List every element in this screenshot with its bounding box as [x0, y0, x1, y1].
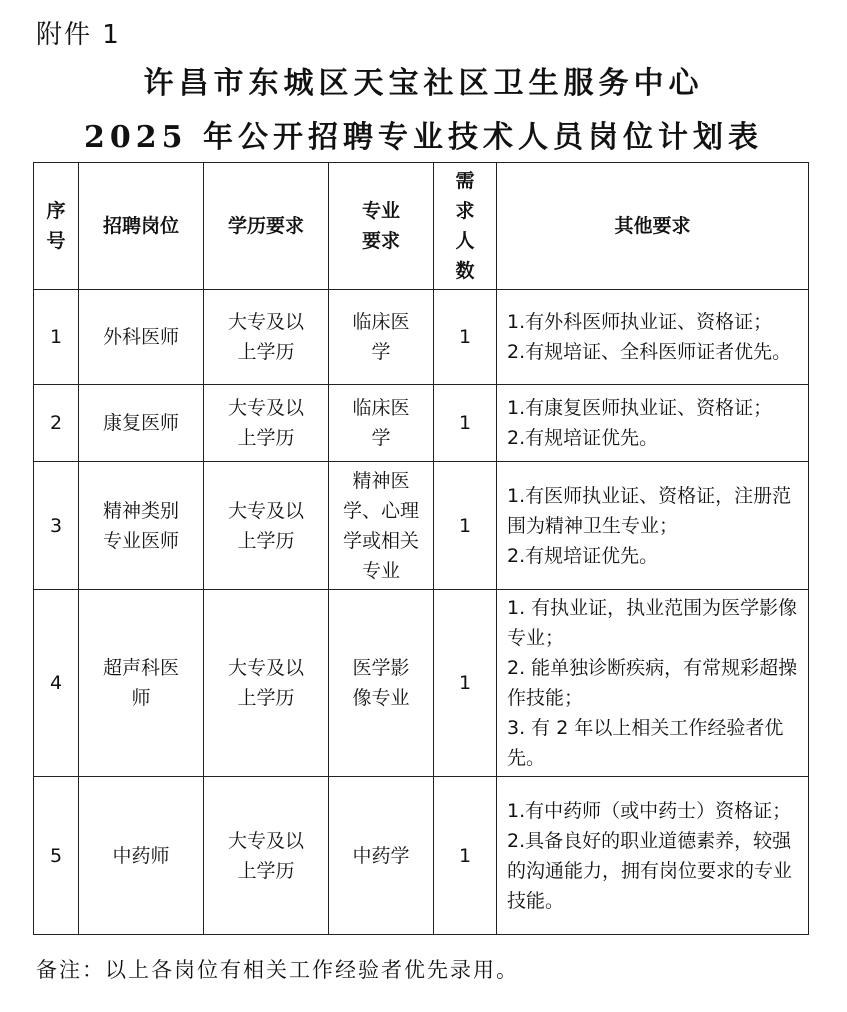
cell-requirements — [497, 590, 809, 777]
requirement-item: 2. 能单独诊断疾病，有常规彩超操作技能； — [507, 657, 798, 709]
cell-seq: 3 — [34, 462, 79, 590]
table-header-row — [34, 163, 809, 290]
cell-requirements — [497, 290, 809, 385]
requirement-item: 1.有外科医师执业证、资格证； — [507, 311, 773, 333]
document-title-line2: 2025 年公开招聘专业技术人员岗位计划表 — [84, 120, 763, 155]
cell-count: 1 — [434, 462, 497, 590]
cell-position: 精神类别专业医师 — [79, 462, 204, 590]
header-other: 其他要求 — [497, 163, 809, 290]
cell-major: 医学影像专业 — [329, 590, 434, 777]
header-count: 需求人数 — [434, 163, 497, 290]
cell-seq: 4 — [34, 590, 79, 777]
requirement-item: 1.有中药师（或中药士）资格证； — [507, 799, 792, 822]
cell-education: 大专及以上学历 — [204, 462, 329, 590]
cell-count: 1 — [434, 777, 497, 935]
requirement-item: 1.有医师执业证、资格证，注册范围为精神卫生专业； — [507, 484, 792, 537]
cell-position: 康复医师 — [79, 385, 204, 462]
cell-seq: 5 — [34, 777, 79, 935]
cell-count: 1 — [434, 385, 497, 462]
header-position: 招聘岗位 — [79, 163, 204, 290]
requirement-item: 2.有规培证优先。 — [507, 544, 659, 567]
cell-position: 超声科医师 — [79, 590, 204, 777]
cell-count: 1 — [434, 290, 497, 385]
cell-major: 临床医学 — [329, 385, 434, 462]
header-education: 学历要求 — [204, 163, 329, 290]
cell-seq: 1 — [34, 290, 79, 385]
header-seq: 序号 — [34, 163, 79, 290]
table-row — [34, 290, 809, 385]
table-row — [34, 462, 809, 590]
table-row — [34, 777, 809, 935]
cell-count: 1 — [434, 590, 497, 777]
requirement-item: 3. 有 2 年以上相关工作经验者优先。 — [507, 717, 784, 769]
requirement-item: 2.有规培证优先。 — [507, 427, 659, 449]
requirement-item: 2.有规培证、全科医师证者优先。 — [507, 341, 792, 363]
requirement-item: 1. 有执业证，执业范围为医学影像专业； — [507, 597, 798, 649]
cell-position: 外科医师 — [79, 290, 204, 385]
document-title-line1: 许昌市东城区天宝社区卫生服务中心 — [143, 66, 704, 101]
table-row — [34, 385, 809, 462]
recruitment-plan-table — [33, 162, 809, 935]
cell-position: 中药师 — [79, 777, 204, 935]
requirement-item: 2.具备良好的职业道德素养，较强的沟通能力，拥有岗位要求的专业技能。 — [507, 829, 793, 912]
cell-major: 精神医学、心理学或相关专业 — [329, 462, 434, 590]
cell-education: 大专及以上学历 — [204, 777, 329, 935]
cell-requirements — [497, 385, 809, 462]
cell-education: 大专及以上学历 — [204, 290, 329, 385]
cell-seq: 2 — [34, 385, 79, 462]
footnote: 备注：以上各岗位有相关工作经验者优先录用。 — [36, 958, 519, 982]
cell-major: 中药学 — [329, 777, 434, 935]
cell-requirements — [497, 462, 809, 590]
table-row — [34, 590, 809, 777]
header-major: 专业要求 — [329, 163, 434, 290]
cell-requirements — [497, 777, 809, 935]
cell-education: 大专及以上学历 — [204, 590, 329, 777]
attachment-label: 附件 1 — [36, 20, 121, 50]
cell-education: 大专及以上学历 — [204, 385, 329, 462]
requirement-item: 1.有康复医师执业证、资格证； — [507, 397, 773, 419]
cell-major: 临床医学 — [329, 290, 434, 385]
